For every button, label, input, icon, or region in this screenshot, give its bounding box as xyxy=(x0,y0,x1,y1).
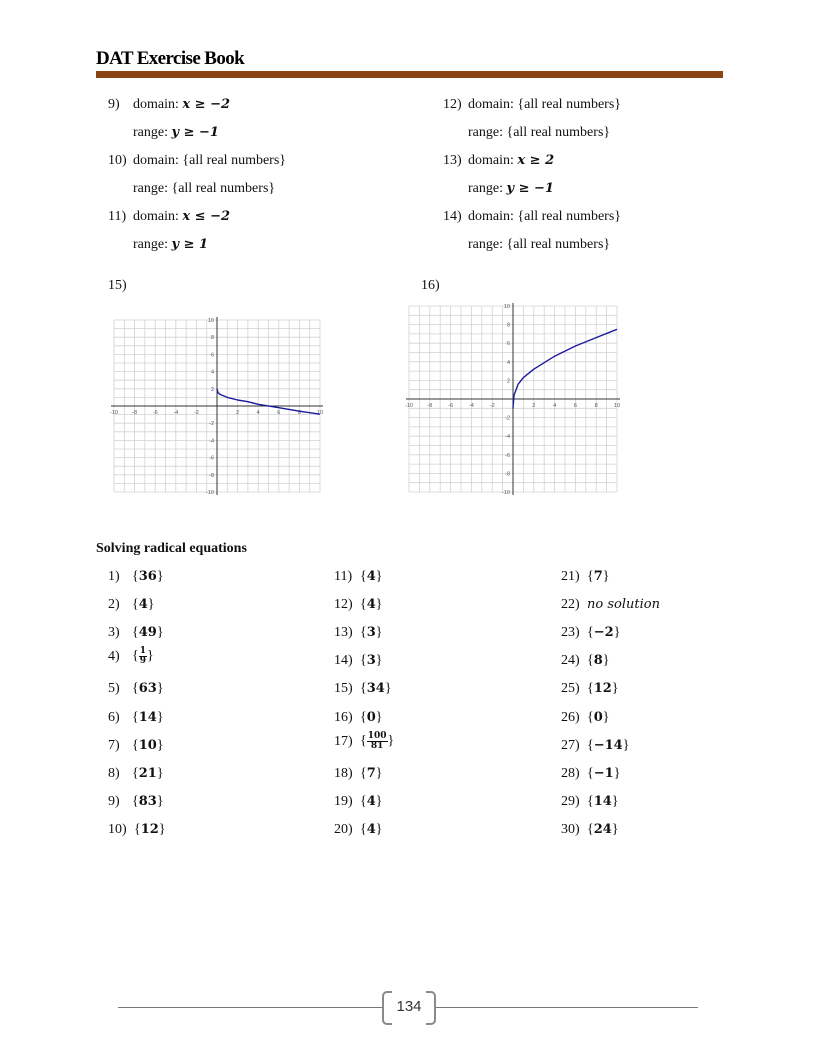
x-tick-label: -10 xyxy=(405,403,413,409)
graph-16 xyxy=(403,300,623,498)
answer-value: 7 xyxy=(593,569,603,584)
answer-item: 10) {12} xyxy=(108,822,166,837)
answer-number: 1) xyxy=(108,569,120,584)
domain-line xyxy=(443,97,621,113)
y-tick-label: 4 xyxy=(210,369,214,376)
answer-item: 27) {−14} xyxy=(561,738,630,753)
answer-item: 17) { $\frac{100}{81}$ } xyxy=(334,731,395,751)
answer-item: 23) {−2} xyxy=(561,625,621,640)
graph-16-label: 16) xyxy=(421,278,440,293)
answer-number: 15) xyxy=(334,681,353,696)
answer-number: 8) xyxy=(108,766,120,781)
answer-number: 17) xyxy=(334,733,353,749)
range-line xyxy=(468,181,554,197)
section-title: Solving radical equations xyxy=(96,541,247,556)
range-text: range: xyxy=(133,237,172,252)
answer-value: 10 xyxy=(138,738,157,753)
y-tick-label: -6 xyxy=(505,452,510,459)
answer-value: 0 xyxy=(593,710,603,725)
answer-item: 19) {4} xyxy=(334,794,383,809)
answer-item: 20) {4} xyxy=(334,822,383,837)
range-math: y ≥ 1 xyxy=(171,237,209,252)
right-brace-icon xyxy=(426,991,436,1025)
item-number: 10) xyxy=(108,153,127,168)
y-tick-label: 2 xyxy=(210,386,214,393)
answer-number: 26) xyxy=(561,710,580,725)
answer-number: 5) xyxy=(108,681,120,696)
answer-fraction xyxy=(367,732,388,751)
left-brace-icon xyxy=(382,991,392,1025)
range-line xyxy=(468,237,610,253)
y-tick-label: 4 xyxy=(506,359,510,366)
answer-number: 21) xyxy=(561,569,580,584)
answer-value: 14 xyxy=(138,710,157,725)
answer-value: 4 xyxy=(366,597,376,612)
range-text: range: {all real numbers} xyxy=(133,181,276,196)
range-text: range: {all real numbers} xyxy=(468,125,611,140)
x-tick-label: -10 xyxy=(110,410,118,416)
range-text: range: xyxy=(133,125,172,140)
answer-number: 18) xyxy=(334,766,353,781)
answer-number: 27) xyxy=(561,738,580,753)
domain-line xyxy=(108,97,230,113)
answer-item: 24) {8} xyxy=(561,653,610,668)
answer-item: 14) {3} xyxy=(334,653,383,668)
y-tick-label: 2 xyxy=(506,378,510,385)
domain-text: domain: {all real numbers} xyxy=(468,209,622,224)
answer-value: 3 xyxy=(366,653,376,668)
y-tick-label: -6 xyxy=(209,455,214,462)
answer-value: 4 xyxy=(366,794,376,809)
answer-number: 9) xyxy=(108,794,120,809)
y-tick-label: -2 xyxy=(505,415,510,422)
x-tick-label: -8 xyxy=(132,410,138,416)
y-tick-label: -10 xyxy=(206,490,214,496)
answer-value: 4 xyxy=(366,569,376,584)
answer-item: 11) {4} xyxy=(334,569,383,584)
domain-text: domain: xyxy=(133,97,183,112)
answer-value: 7 xyxy=(366,766,376,781)
x-tick-label: 6 xyxy=(277,410,281,416)
y-tick-label: -4 xyxy=(209,438,214,445)
answer-item: 15) {34} xyxy=(334,681,392,696)
answer-value: 3 xyxy=(366,625,376,640)
answer-number: 4) xyxy=(108,648,120,664)
item-number: 9) xyxy=(108,97,120,112)
header-rule xyxy=(96,71,723,78)
answer-number: 25) xyxy=(561,681,580,696)
answer-item: 1) {36} xyxy=(108,569,164,584)
item-number: 12) xyxy=(443,97,462,112)
x-tick-label: 2 xyxy=(532,403,536,409)
x-tick-label: 2 xyxy=(236,410,240,416)
answer-value: 21 xyxy=(138,766,157,781)
answer-item: 30) {24} xyxy=(561,822,619,837)
answer-number: 30) xyxy=(561,822,580,837)
answer-item: 4) { $\frac{1}{9}$ } xyxy=(108,646,154,666)
domain-text: domain: {all real numbers} xyxy=(468,97,622,112)
domain-line xyxy=(443,209,621,225)
x-tick-label: -6 xyxy=(448,403,454,409)
answer-item: 5) {63} xyxy=(108,681,164,696)
answer-number: 19) xyxy=(334,794,353,809)
answer-number: 29) xyxy=(561,794,580,809)
answer-item: 9) {83} xyxy=(108,794,164,809)
page-number: 134 xyxy=(396,998,422,1015)
x-tick-label: 4 xyxy=(553,403,557,409)
answer-item: 26) {0} xyxy=(561,710,610,725)
answer-number: 11) xyxy=(334,569,353,584)
answer-value: 24 xyxy=(593,822,612,837)
answer-number: 24) xyxy=(561,653,580,668)
answer-item: 29) {14} xyxy=(561,794,619,809)
answer-value: 34 xyxy=(366,681,385,696)
item-number: 14) xyxy=(443,209,462,224)
footer-rule-left xyxy=(118,1007,382,1008)
domain-math: x ≥ 2 xyxy=(517,153,555,168)
domain-math: x ≥ −2 xyxy=(182,97,231,112)
answer-value: 4 xyxy=(366,822,376,837)
page-number-box xyxy=(382,991,436,1023)
answer-item xyxy=(561,597,660,613)
x-tick-label: -2 xyxy=(193,410,199,416)
range-math: y ≥ −1 xyxy=(171,125,219,140)
item-number: 13) xyxy=(443,153,462,168)
answer-number: 3) xyxy=(108,625,120,640)
fraction-denominator: 9 xyxy=(139,656,146,666)
answer-item: 12) {4} xyxy=(334,597,383,612)
answer-value: −1 xyxy=(593,766,614,781)
page-header-title: DAT Exercise Book xyxy=(96,48,245,69)
x-tick-label: 6 xyxy=(573,403,577,409)
answer-item: 25) {12} xyxy=(561,681,619,696)
answer-value: 14 xyxy=(593,794,612,809)
x-tick-label: -8 xyxy=(427,403,433,409)
x-tick-label: 10 xyxy=(316,410,324,416)
answer-number: 16) xyxy=(334,710,353,725)
range-text: range: {all real numbers} xyxy=(468,237,611,252)
y-tick-label: -8 xyxy=(505,471,510,478)
domain-text: domain: {all real numbers} xyxy=(133,153,287,168)
range-line xyxy=(133,125,219,141)
answer-number: 22) xyxy=(561,597,580,612)
answer-value: 4 xyxy=(138,597,148,612)
answer-value: −2 xyxy=(593,625,614,640)
graph-15-label: 15) xyxy=(108,278,127,293)
range-line xyxy=(133,181,275,197)
y-tick-label: 8 xyxy=(210,335,214,342)
range-line xyxy=(468,125,610,141)
x-tick-label: 8 xyxy=(297,410,301,416)
domain-line xyxy=(443,153,554,169)
answer-value: −14 xyxy=(593,738,623,753)
answer-number: 28) xyxy=(561,766,580,781)
answer-number: 13) xyxy=(334,625,353,640)
y-tick-label: -8 xyxy=(209,472,214,479)
answer-fraction xyxy=(139,647,147,666)
graph-15 xyxy=(108,314,326,498)
fraction-numerator: 1 xyxy=(139,646,146,656)
x-tick-label: 8 xyxy=(594,403,598,409)
answer-value: 83 xyxy=(138,794,157,809)
y-tick-label: 6 xyxy=(506,341,510,348)
x-tick-label: 10 xyxy=(613,403,621,409)
y-tick-label: -2 xyxy=(209,421,214,428)
answer-item: 16) {0} xyxy=(334,710,383,725)
answer-item: 21) {7} xyxy=(561,569,610,584)
answer-item: 7) {10} xyxy=(108,738,164,753)
domain-text: domain: xyxy=(133,209,183,224)
answer-value: 12 xyxy=(593,681,612,696)
footer-rule-right xyxy=(436,1007,698,1008)
y-tick-label: 8 xyxy=(506,322,510,329)
answer-value: 12 xyxy=(140,822,159,837)
answer-value: 36 xyxy=(138,569,157,584)
range-text: range: xyxy=(468,181,507,196)
answer-value: 63 xyxy=(138,681,157,696)
x-tick-label: -4 xyxy=(468,403,474,409)
y-tick-label: -10 xyxy=(502,490,510,496)
answer-number: 23) xyxy=(561,625,580,640)
answer-number: 10) xyxy=(108,822,127,837)
range-math: y ≥ −1 xyxy=(506,181,554,196)
answer-item: 3) {49} xyxy=(108,625,164,640)
item-number: 11) xyxy=(108,209,127,224)
range-line xyxy=(133,237,208,253)
answer-item: 6) {14} xyxy=(108,710,164,725)
answer-number: 2) xyxy=(108,597,120,612)
answer-value: 8 xyxy=(593,653,603,668)
answer-item: 28) {−1} xyxy=(561,766,621,781)
answer-text: no solution xyxy=(587,597,660,612)
x-tick-label: -4 xyxy=(173,410,179,416)
answer-value: 49 xyxy=(138,625,157,640)
answer-number: 14) xyxy=(334,653,353,668)
domain-text: domain: xyxy=(468,153,518,168)
domain-line xyxy=(108,153,286,169)
answer-item: 18) {7} xyxy=(334,766,383,781)
y-tick-label: -4 xyxy=(505,434,510,441)
fraction-denominator: 81 xyxy=(370,741,384,751)
answer-number: 20) xyxy=(334,822,353,837)
x-tick-label: -6 xyxy=(152,410,158,416)
domain-line xyxy=(108,209,230,225)
answer-number: 7) xyxy=(108,738,120,753)
answer-item: 2) {4} xyxy=(108,597,155,612)
fraction-numerator: 100 xyxy=(367,731,387,741)
domain-math: x ≤ −2 xyxy=(182,209,231,224)
answer-number: 6) xyxy=(108,710,120,725)
x-tick-label: -2 xyxy=(489,403,495,409)
y-tick-label: 10 xyxy=(503,304,510,310)
answer-item: 8) {21} xyxy=(108,766,164,781)
y-tick-label: 10 xyxy=(207,318,214,324)
answer-value: 0 xyxy=(366,710,376,725)
y-tick-label: 6 xyxy=(210,352,214,359)
x-tick-label: 4 xyxy=(256,410,260,416)
answer-number: 12) xyxy=(334,597,353,612)
answer-item: 13) {3} xyxy=(334,625,383,640)
